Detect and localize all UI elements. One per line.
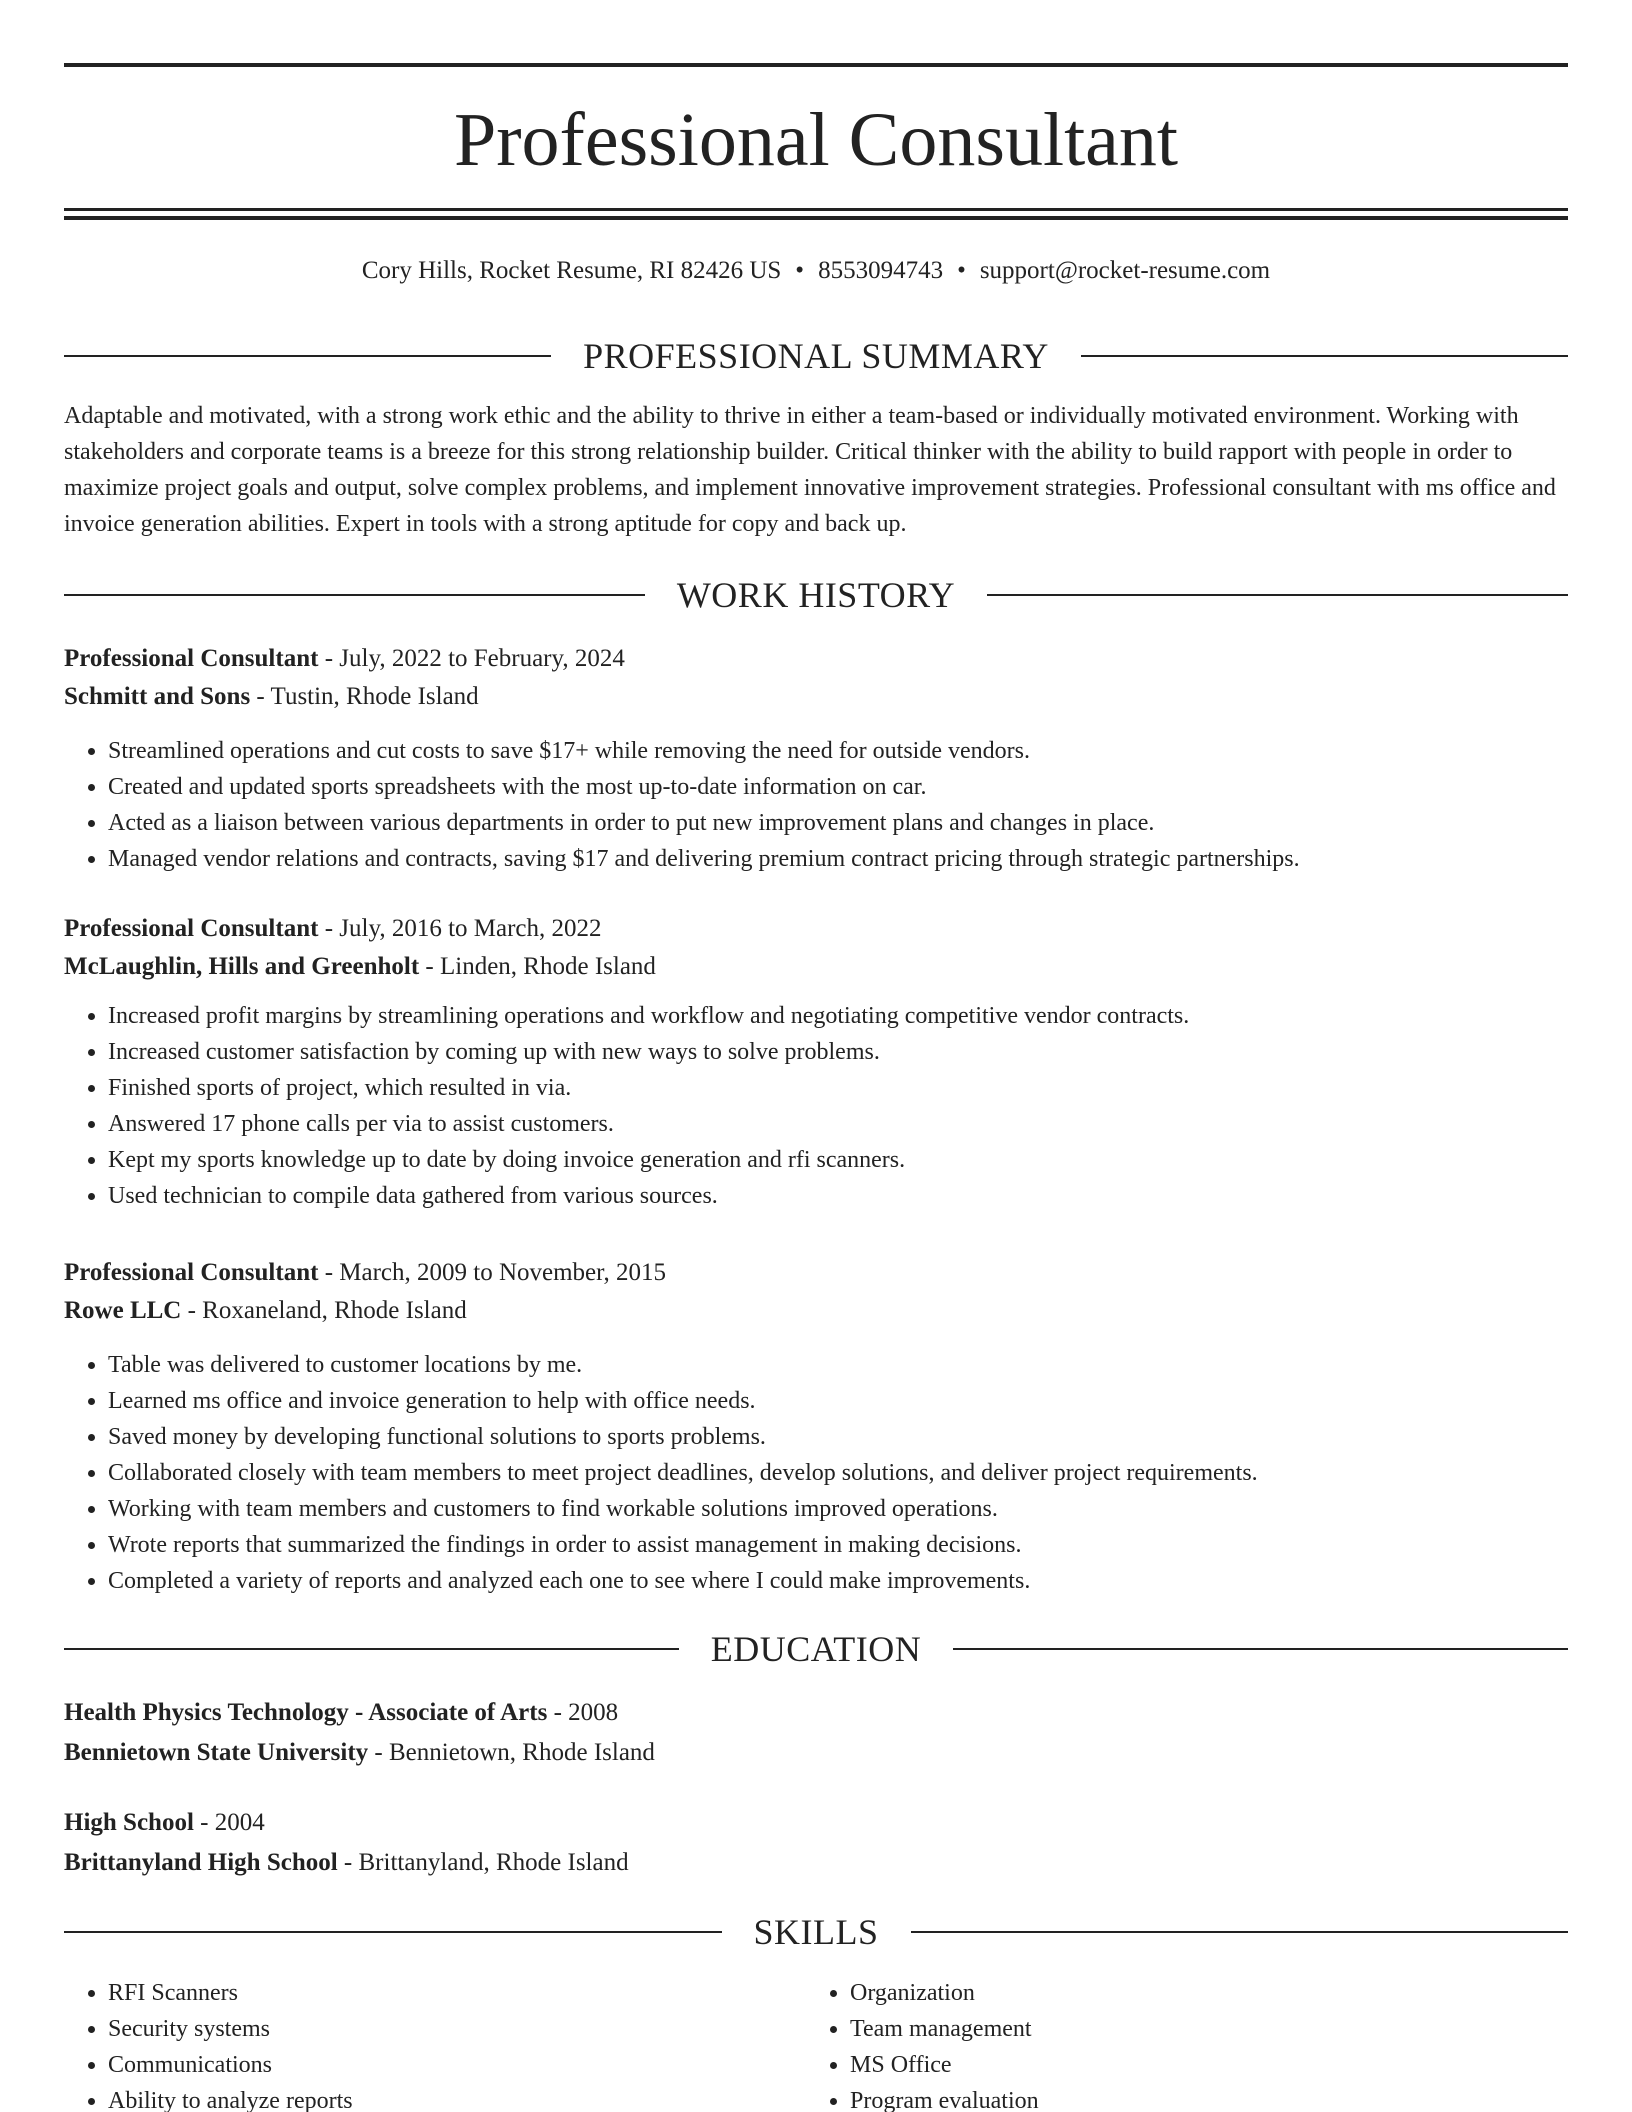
heading-rule <box>987 594 1568 596</box>
job-entry <box>64 910 1568 1214</box>
job-title-line <box>64 910 1568 948</box>
job-bullets <box>64 733 1568 877</box>
job-entry <box>64 640 1568 877</box>
job-bullets <box>64 998 1568 1214</box>
top-rule <box>64 63 1568 67</box>
list-item: • Learned ms office and invoice generation to help with office needs. <box>108 1383 1568 1419</box>
summary-text: Adaptable and motivated, with a strong work ethic and the ability to thrive in either a team-based or individually motivated environment. Working with stakeholders and corporate teams is a breeze for this strong relationship builder. Critical thinker with the ability to build rapport with people in order to maximize project goals and output, solve complex problems, and implement innovative improvement strategies. Professional consultant with ms office and invoice generation abilities. Expert in tools with a strong aptitude for copy and back up. <box>64 403 1556 537</box>
education-location: - Bennietown, Rhode Island <box>368 1739 655 1766</box>
list-item: • Finished sports of project, which resulted in via. <box>108 1070 1568 1106</box>
list-item: • Created and updated sports spreadsheets with the most up-to-date information on car. <box>108 769 1568 805</box>
heading-rule <box>953 1648 1568 1650</box>
job-company: Schmitt and Sons <box>64 683 251 710</box>
list-item: • Completed a variety of reports and analyzed each one to see where I could make improvements. <box>108 1563 1568 1599</box>
list-item: • Communications <box>108 2047 808 2083</box>
education-school-line <box>64 1734 1568 1772</box>
job-company-line <box>64 1292 1568 1330</box>
job-dates: - March, 2009 to November, 2015 <box>318 1259 666 1286</box>
heading-rule <box>911 1931 1569 1933</box>
skills-column-left <box>64 1975 808 2112</box>
education-location: - Brittanyland, Rhode Island <box>337 1849 629 1876</box>
list-item: • Acted as a liaison between various departments in order to put new improvement plans and changes in place. <box>108 805 1568 841</box>
education-school: Bennietown State University <box>64 1739 369 1766</box>
job-location: - Roxaneland, Rhode Island <box>181 1297 467 1324</box>
list-item: • Program evaluation <box>850 2083 1550 2112</box>
heading-rule <box>1081 355 1568 357</box>
work-title: WORK HISTORY <box>676 575 956 615</box>
contact-address: Cory Hills, Rocket Resume, RI 82426 US <box>361 257 782 284</box>
heading-rule <box>64 1648 679 1650</box>
education-school-line <box>64 1844 1568 1882</box>
list-item: • Table was delivered to customer locations by me. <box>108 1347 1568 1383</box>
education-heading <box>64 1627 1568 1671</box>
list-item: • Team management <box>850 2011 1550 2047</box>
education-year: - 2004 <box>193 1809 265 1836</box>
list-item: • Streamlined operations and cut costs to save $17+ while removing the need for outside vendors. <box>108 733 1568 769</box>
contact-separator: • <box>795 257 805 284</box>
name-rule-upper <box>64 208 1568 211</box>
job-role: Professional Consultant <box>64 915 319 942</box>
resume-name: Professional Consultant <box>453 98 1179 182</box>
job-location: - Tustin, Rhode Island <box>250 683 479 710</box>
education-degree-line <box>64 1694 1568 1732</box>
skills-title: SKILLS <box>753 1912 879 1952</box>
job-role: Professional Consultant <box>64 645 319 672</box>
summary-heading <box>64 334 1568 378</box>
job-title-line <box>64 1254 1568 1292</box>
heading-rule <box>64 594 645 596</box>
contact-line <box>64 254 1568 288</box>
education-degree-line <box>64 1804 1568 1842</box>
list-item: • Answered 17 phone calls per via to assist customers. <box>108 1106 1568 1142</box>
job-company-line <box>64 948 1568 986</box>
education-school: Brittanyland High School <box>64 1849 338 1876</box>
list-item: • Collaborated closely with team members to meet project deadlines, develop solutions, and deliver project requirements. <box>108 1455 1568 1491</box>
list-item: • MS Office <box>850 2047 1550 2083</box>
list-item: • Managed vendor relations and contracts, saving $17 and delivering premium contract pricing through strategic partnerships. <box>108 841 1568 877</box>
skills-list <box>64 1975 1568 2112</box>
list-item: • Increased customer satisfaction by coming up with new ways to solve problems. <box>108 1034 1568 1070</box>
skills-column-right <box>806 1975 1550 2112</box>
list-item: • Saved money by developing functional solutions to sports problems. <box>108 1419 1568 1455</box>
job-dates: - July, 2016 to March, 2022 <box>318 915 602 942</box>
name-rule-lower <box>64 216 1568 220</box>
job-company: Rowe LLC <box>64 1297 182 1324</box>
list-item: • Organization <box>850 1975 1550 2011</box>
job-title-line <box>64 640 1568 678</box>
job-dates: - July, 2022 to February, 2024 <box>318 645 625 672</box>
list-item: • Ability to analyze reports <box>108 2083 808 2112</box>
education-degree: Health Physics Technology - Associate of Arts <box>64 1699 548 1726</box>
summary-title: PROFESSIONAL SUMMARY <box>583 336 1049 376</box>
skills-heading <box>64 1910 1568 1954</box>
contact-phone: 8553094743 <box>818 257 944 284</box>
work-heading <box>64 573 1568 617</box>
contact-separator: • <box>957 257 966 284</box>
education-entry <box>64 1694 1568 1772</box>
list-item: • Working with team members and customers to find workable solutions improved operations. <box>108 1491 1568 1527</box>
heading-rule <box>64 1931 722 1933</box>
contact-email: support@rocket-resume.com <box>979 257 1271 284</box>
education-entry <box>64 1804 1568 1882</box>
education-year: - 2008 <box>547 1699 619 1726</box>
education-title: EDUCATION <box>710 1629 922 1669</box>
job-entry <box>64 1254 1568 1599</box>
education-degree: High School <box>64 1809 194 1836</box>
list-item: • Wrote reports that summarized the findings in order to assist management in making decisions. <box>108 1527 1568 1563</box>
heading-rule <box>64 355 551 357</box>
list-item: • RFI Scanners <box>108 1975 808 2011</box>
list-item: • Security systems <box>108 2011 808 2047</box>
job-bullets <box>64 1347 1568 1599</box>
list-item: • Used technician to compile data gathered from various sources. <box>108 1178 1568 1214</box>
job-role: Professional Consultant <box>64 1259 319 1286</box>
job-company-line <box>64 678 1568 716</box>
list-item: • Increased profit margins by streamlining operations and workflow and negotiating competitive vendor contracts. <box>108 998 1568 1034</box>
job-location: - Linden, Rhode Island <box>419 953 656 980</box>
job-company: McLaughlin, Hills and Greenholt <box>64 953 420 980</box>
list-item: • Kept my sports knowledge up to date by doing invoice generation and rfi scanners. <box>108 1142 1568 1178</box>
